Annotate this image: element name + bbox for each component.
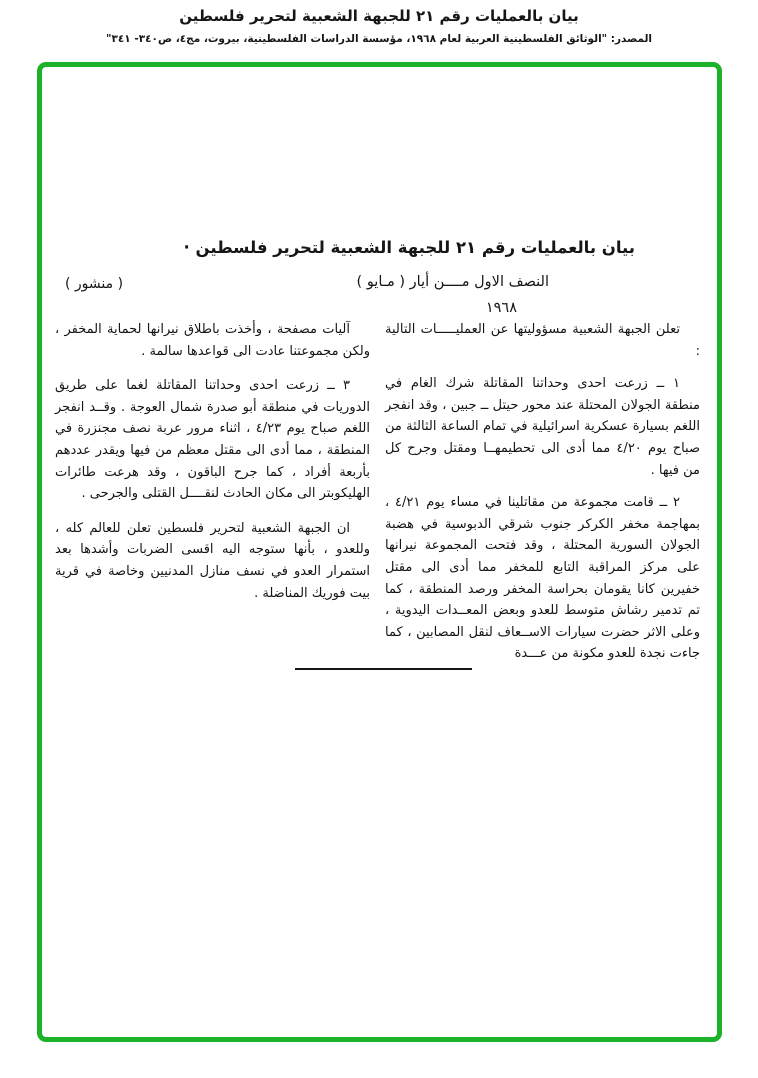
year-label: ١٩٦٨ bbox=[485, 300, 517, 316]
text-columns bbox=[55, 319, 700, 676]
document-frame bbox=[37, 62, 722, 1042]
column-left bbox=[55, 319, 370, 676]
document-title: بيان بالعمليات رقم ٢١ للجبهة الشعبية لتحرير فلسطين · bbox=[183, 238, 635, 257]
paragraph: ان الجبهة الشعبية لتحرير فلسطين تعلن للعالم كله ، وللعدو ، بأنها ستوجه اليه اقسى الضربات وأشدها بعد استمرار العدو في نسف منازل المدنيين وخاصة في قرية بيت فوريك المناضلة . bbox=[55, 520, 370, 601]
paragraph: تعلن الجبهة الشعبية مسؤوليتها عن العمليـــــات التالية : bbox=[385, 322, 700, 359]
header-source-citation: المصدر: "الوثائق الفلسطينية العربية لعام ١٩٦٨، مؤسسة الدراسات الفلسطينية، بيروت، مج٤، ص٣٤٠- ٣٤١" bbox=[105, 33, 653, 45]
date-line: النصف الاول مــــن أيار ( مـايو ) bbox=[356, 274, 549, 290]
paragraph: ٣ ــ زرعت احدى وحداتنا المقاتلة لغما على طريق الدوريات في منطقة أبو صدرة شمال العوجة . وقــد انفجر اللغم صباح يوم ٤/٢٣ ، اثناء مرور عربة نصف مجنزرة في المنطقة ، مما أدى الى مقتل معظم من فيها ويقدر عددهم بأربعة أفراد ، كما جرح الباقون ، وقد هرعت طائرات الهليكوبتر الى مكان الحادث لنقــــل القتلى والجرحى . bbox=[55, 378, 370, 502]
publication-note: ( منشور ) bbox=[65, 276, 124, 292]
header-title: بيان بالعمليات رقم ٢١ للجبهة الشعبية لتحرير فلسطين bbox=[179, 7, 579, 25]
column-right bbox=[385, 319, 700, 676]
page-header bbox=[0, 7, 758, 45]
separator-line bbox=[295, 668, 472, 670]
paragraph: ٢ ــ قامت مجموعة من مقاتلينا في مساء يوم ٤/٢١ ، بمهاجمة مخفر الكركر جنوب شرقي الدبوسية في هضبة الجولان السورية المحتلة ، وقد فتحت المجموعة نيرانها على مركز المراقبة التابع للمخفر مما أدى الى مقتل خفيرين كانا يقومان بحراسة المخفر ورصد المنطقة ، كما تم تدمير رشاش متوسط للعدو وبعض المعــدات اليدوية ، وعلى الاثر حضرت سيارات الاســعاف لنقل المصابين ، كما جاءت نجدة للعدو مكونة من عـــدة bbox=[385, 495, 700, 662]
paragraph: آليات مصفحة ، وأخذت باطلاق نيرانها لحماية المخفر ، ولكن مجموعتنا عادت الى قواعدها سالمة . bbox=[55, 322, 370, 359]
paragraph: ١ ــ زرعت احدى وحداتنا المقاتلة شرك الغام في منطقة الجولان المحتلة عند محور حيتل ــ جبين ، وقد انفجر اللغم بسيارة عسكرية اسرائيلية في تمام الساعة الثالثة من صباح يوم ٤/٢٠ مما أدى الى تحطيمهــا ومقتل وجرح كل من فيها . bbox=[385, 376, 701, 478]
